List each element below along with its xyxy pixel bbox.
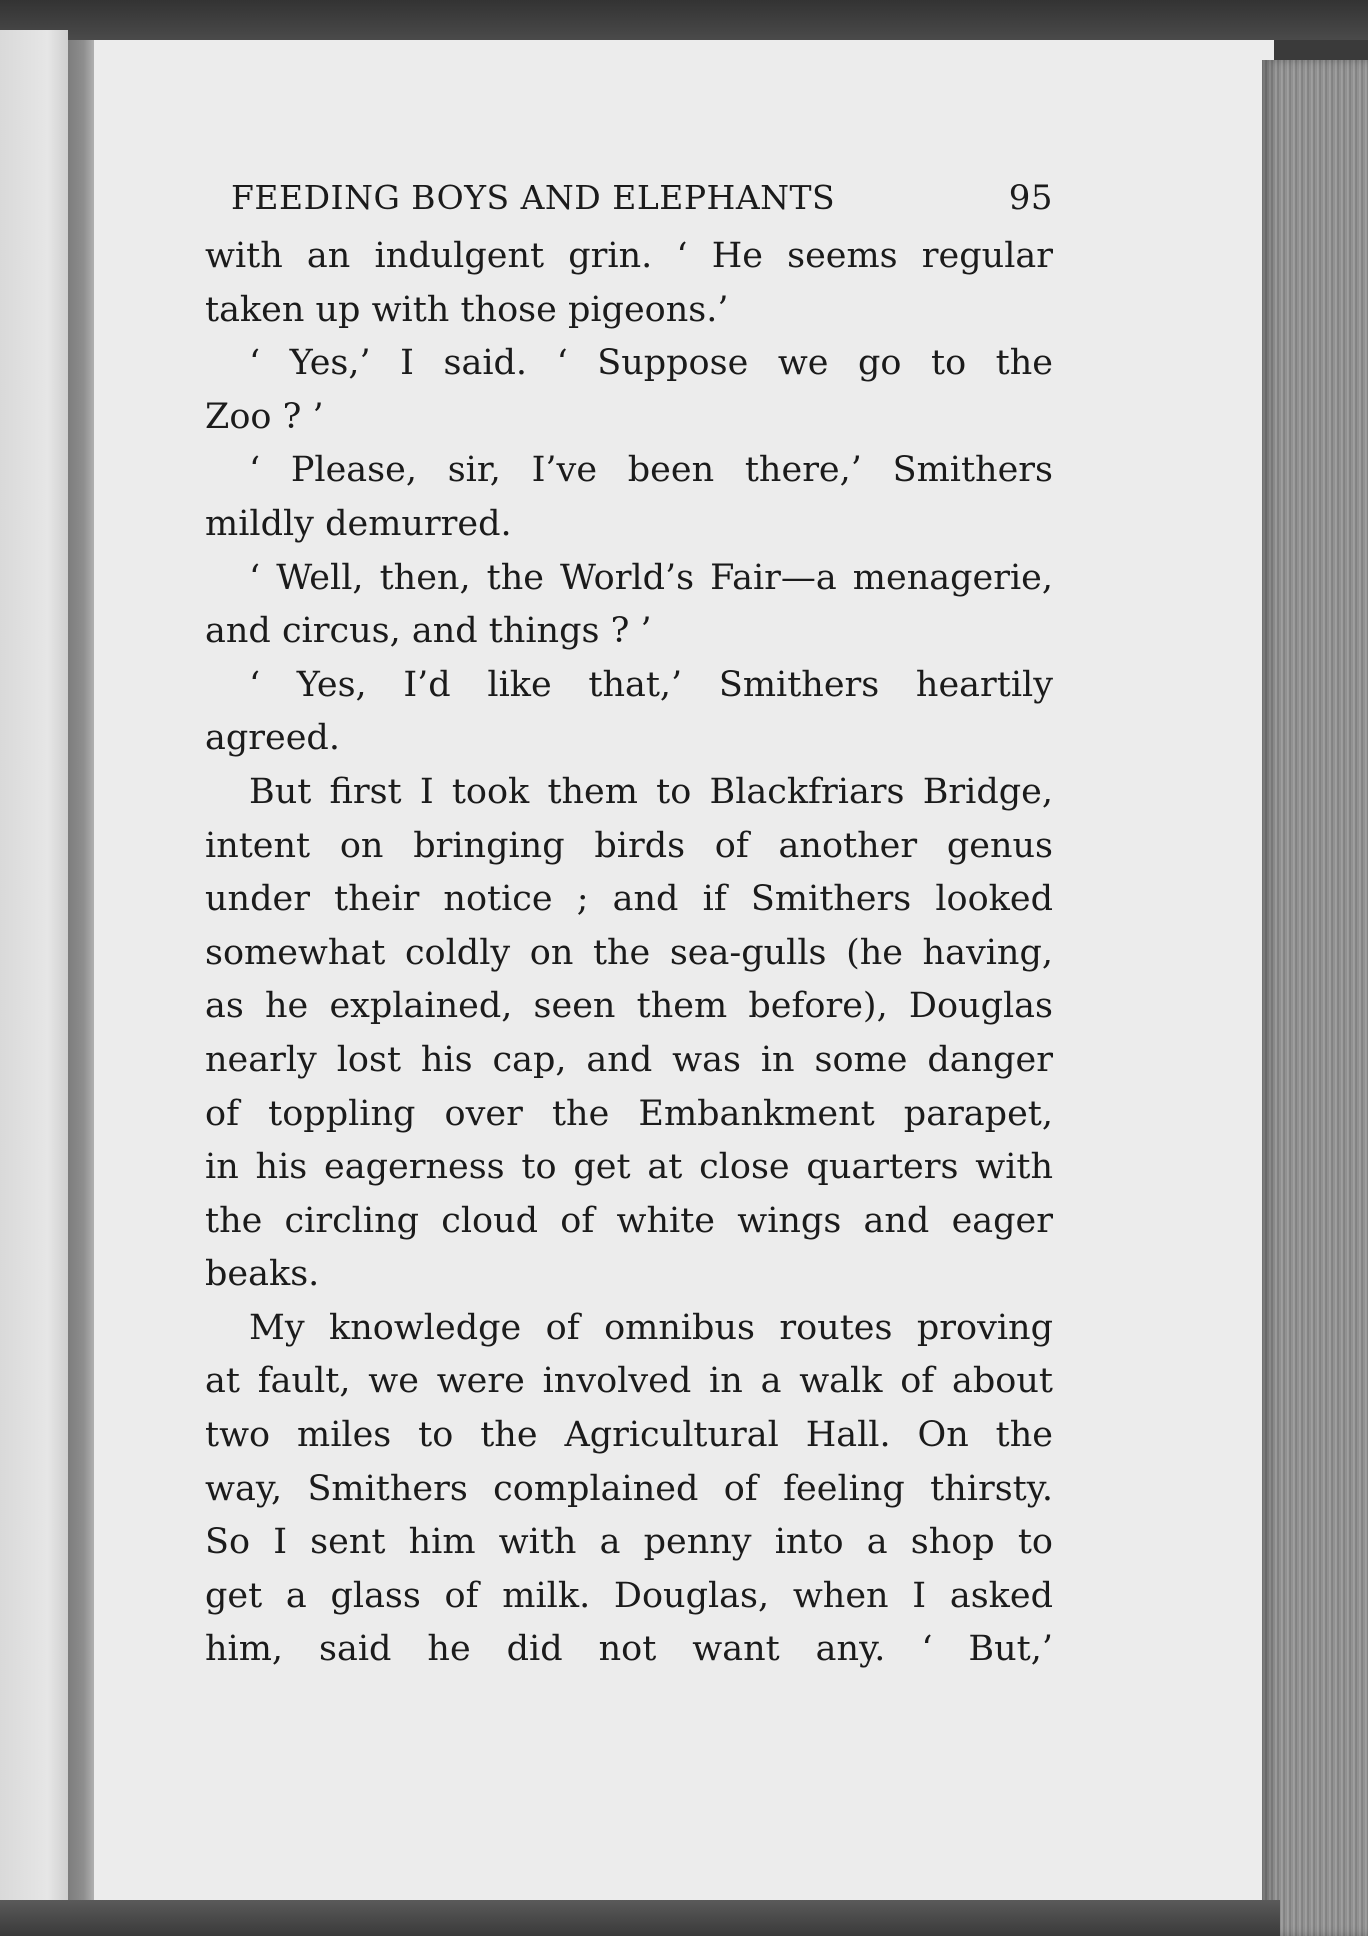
text-line: with an indulgent grin. ‘ He seems regular [205, 236, 1053, 276]
text-line: somewhat coldly on the sea-gulls (he having, [205, 932, 1053, 973]
text-line: So I sent him with a penny into a shop to [205, 1522, 1053, 1563]
running-head-title: FEEDING BOYS AND ELEPHANTS [231, 178, 836, 217]
text-line: nearly lost his cap, and was in some danger [205, 1039, 1053, 1080]
page-text [205, 178, 1053, 1677]
left-page-edge [0, 30, 68, 1910]
text-line: under their notice ; and if Smithers looked [205, 879, 1053, 920]
text-line: and circus, and things ? ’ [205, 611, 652, 652]
book-gutter [68, 40, 94, 1900]
text-line: him, said he did not want any. ‘ But,’ [205, 1629, 1053, 1670]
page-block-edges [1262, 60, 1368, 1936]
text-line: My knowledge of omnibus routes proving [249, 1307, 1053, 1348]
running-head [205, 178, 1053, 230]
text-line: way, Smithers complained of feeling thirsty. [205, 1468, 1053, 1509]
text-line: the circling cloud of white wings and eager [205, 1200, 1053, 1241]
text-line: Zoo ? ’ [205, 396, 324, 437]
text-line: mildly demurred. [205, 503, 512, 544]
page-number: 95 [1008, 178, 1053, 218]
text-line: beaks. [205, 1254, 320, 1295]
scan-bottom-edge [0, 1900, 1280, 1936]
text-line: two miles to the Agricultural Hall. On the [205, 1415, 1053, 1456]
text-line: get a glass of milk. Douglas, when I asked [205, 1575, 1053, 1616]
text-line: ‘ Yes,’ I said. ‘ Suppose we go to the [249, 343, 1053, 384]
scan-top-edge [0, 0, 1368, 40]
text-line: agreed. [205, 718, 340, 759]
text-line: ‘ Please, sir, I’ve been there,’ Smithers [249, 450, 1053, 491]
text-line: in his eagerness to get at close quarters with [205, 1147, 1053, 1188]
text-line: at fault, we were involved in a walk of about [205, 1361, 1053, 1402]
text-line: intent on bringing birds of another genus [205, 825, 1053, 866]
text-line: taken up with those pigeons.’ [205, 289, 729, 330]
text-line: ‘ Yes, I’d like that,’ Smithers heartily [249, 664, 1053, 705]
text-line: as he explained, seen them before), Douglas [205, 986, 1053, 1027]
text-line: But first I took them to Blackfriars Bridge, [249, 771, 1053, 812]
text-line: of toppling over the Embankment parapet, [205, 1093, 1053, 1134]
text-line: ‘ Well, then, the World’s Fair—a menagerie, [249, 557, 1053, 598]
